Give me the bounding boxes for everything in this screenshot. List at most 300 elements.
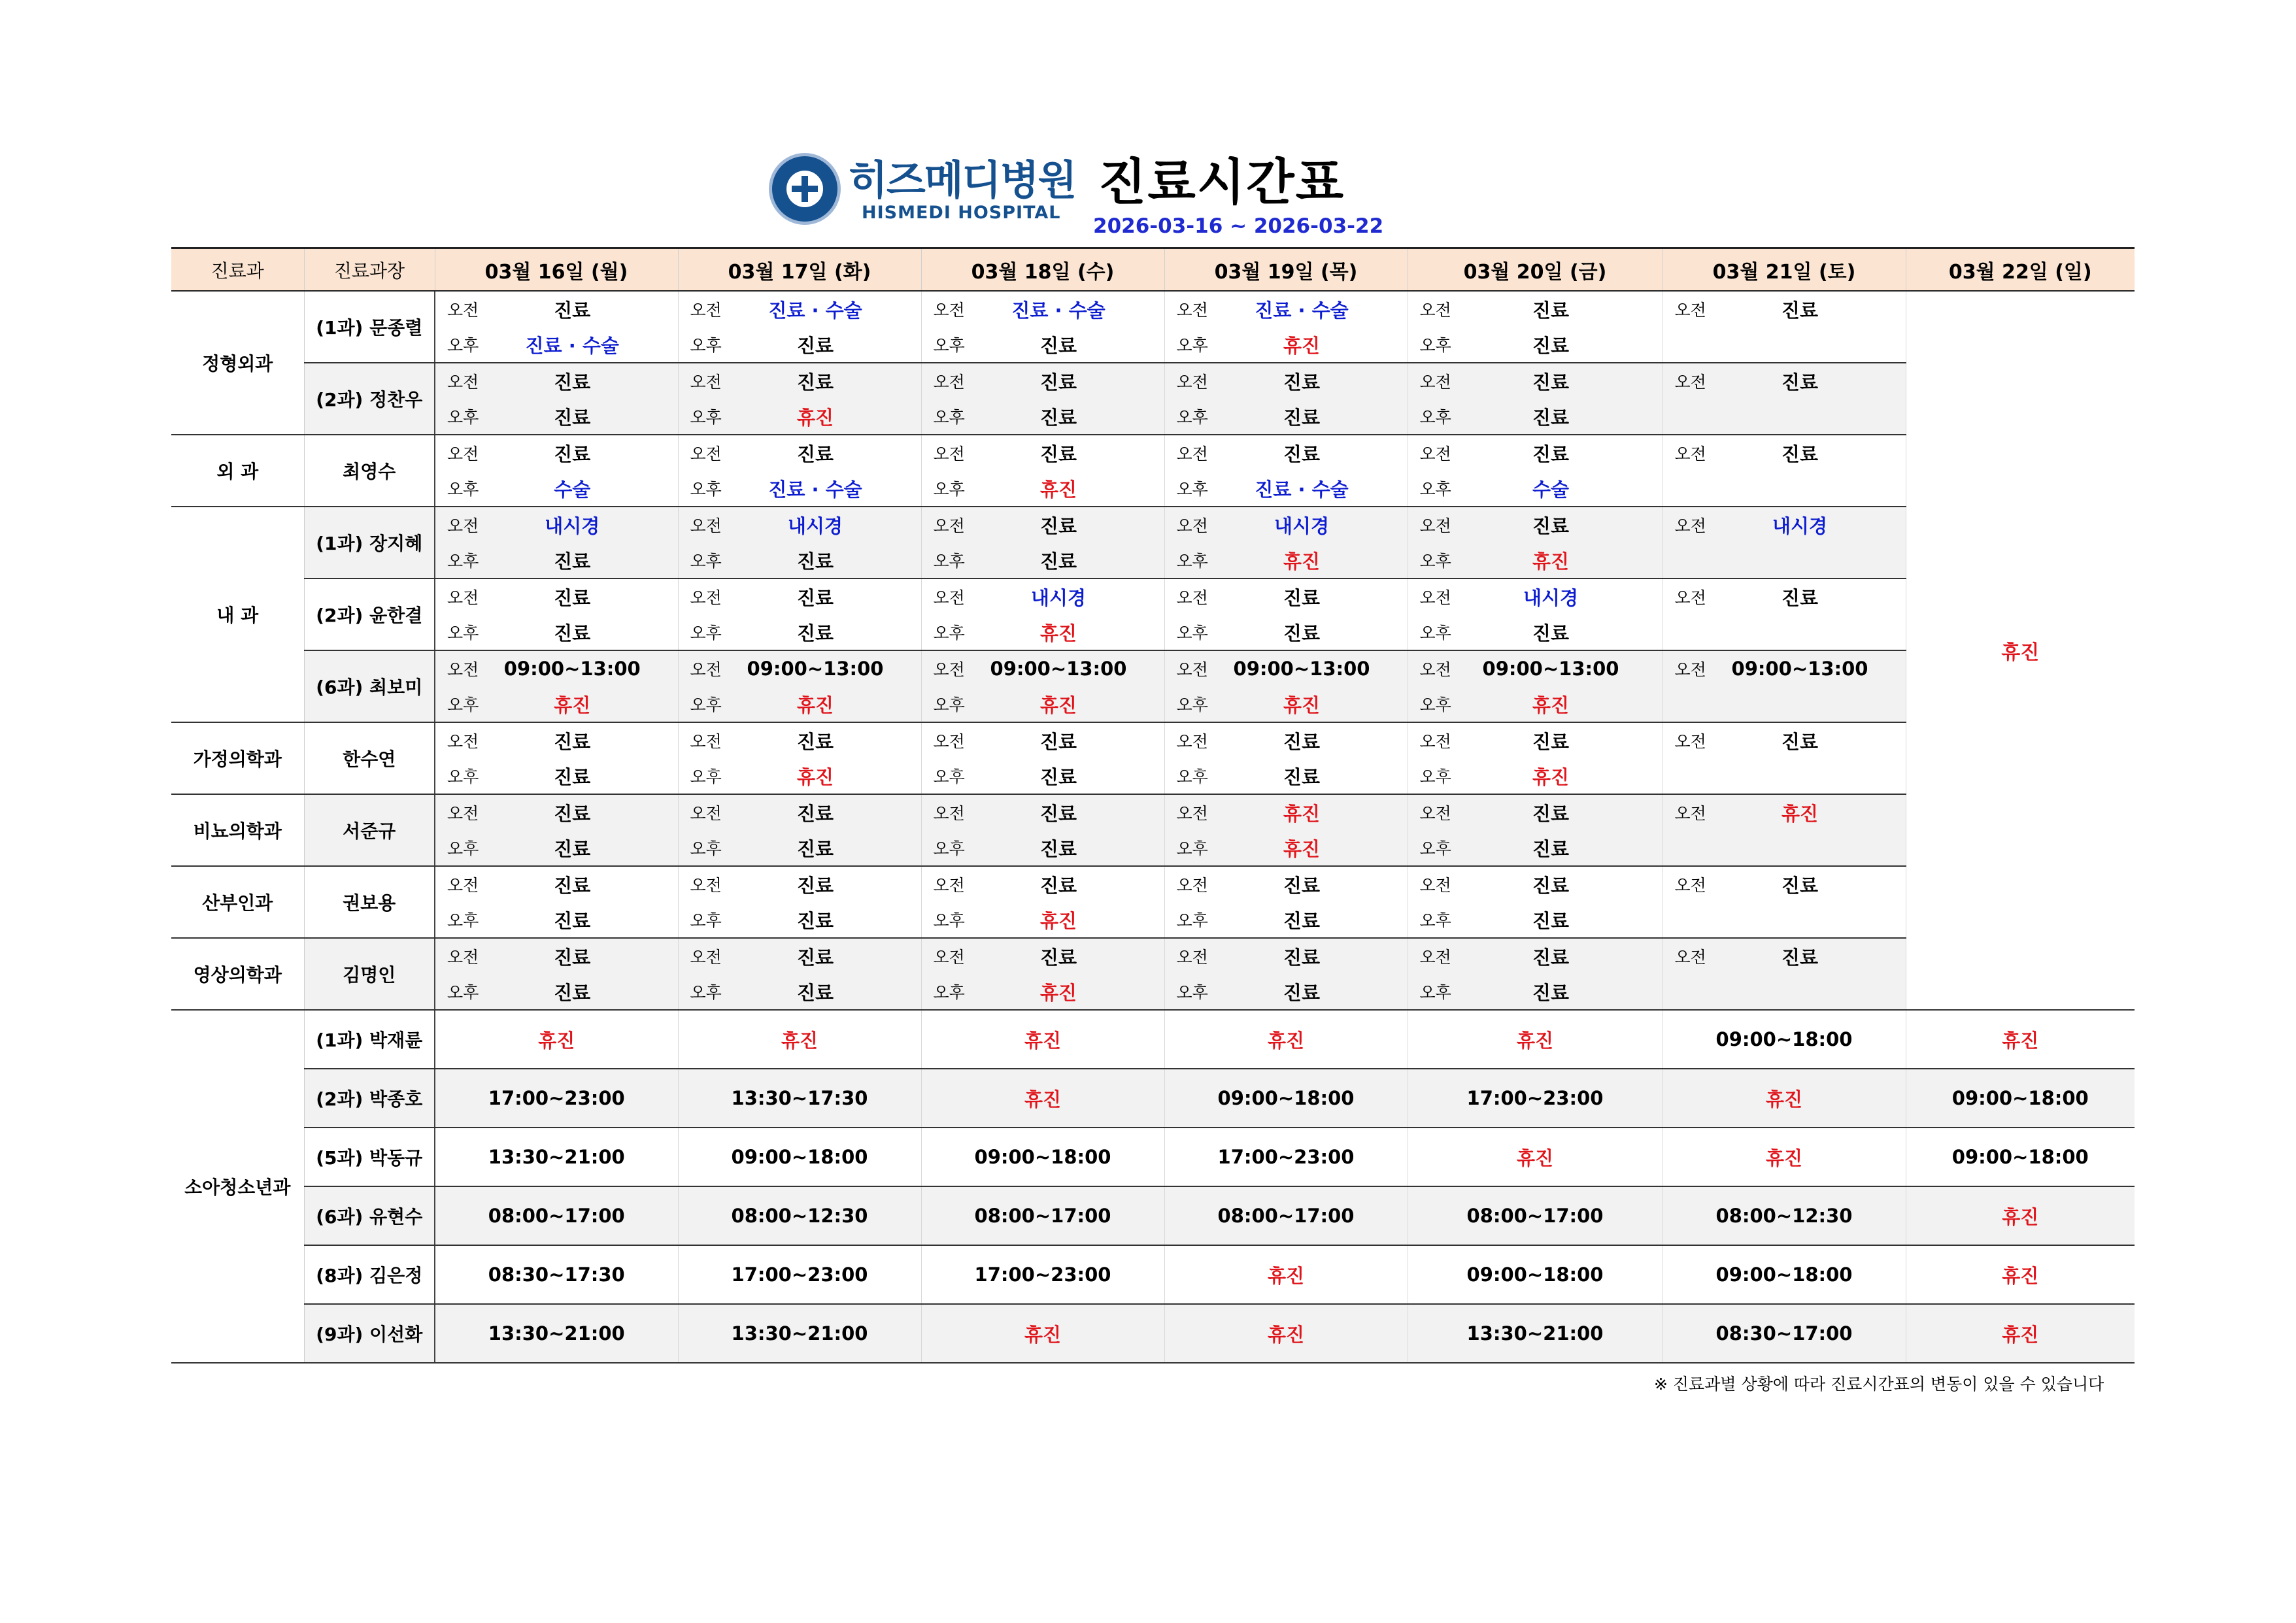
schedule-cell: [921, 578, 1164, 614]
schedule-value: 진료: [1283, 909, 1321, 932]
period-label: 오후: [447, 695, 479, 714]
schedule-cell: 09:00~18:00: [1906, 1128, 2135, 1186]
header-day: 03월 17일 (화): [678, 248, 921, 292]
schedule-cell: 휴진: [1906, 1245, 2135, 1304]
schedule-value: 진료: [1532, 443, 1570, 465]
schedule-value: 휴진: [796, 406, 834, 429]
header-dept: 진료과: [171, 248, 304, 292]
schedule-cell: [678, 399, 921, 435]
schedule-value: 진료: [554, 909, 591, 932]
schedule-cell: [921, 938, 1164, 974]
schedule-value: 09:00~13:00: [1482, 658, 1619, 680]
period-label: 오전: [447, 444, 479, 463]
period-label: 오전: [1674, 301, 1706, 320]
schedule-value: 휴진: [1039, 981, 1077, 1004]
schedule-value: 진료: [1283, 765, 1321, 788]
header-day: 03월 22일 (일): [1906, 248, 2135, 292]
schedule-row: [171, 830, 2135, 866]
schedule-value: 진료: [1039, 837, 1077, 860]
schedule-row: [171, 543, 2135, 578]
schedule-cell: 휴진: [921, 1304, 1164, 1363]
period-label: 오후: [690, 624, 722, 643]
schedule-value: 09:00~13:00: [747, 658, 884, 680]
schedule-value: 휴진: [1039, 478, 1077, 501]
schedule-cell: [1164, 650, 1408, 686]
schedule-value: 진료 · 수술: [1255, 478, 1349, 501]
schedule-cell: [1164, 758, 1408, 794]
schedule-cell: [1164, 794, 1408, 830]
schedule-body: [171, 291, 2135, 1363]
schedule-cell: [678, 938, 921, 974]
schedule-cell: 휴진: [1906, 1010, 2135, 1069]
schedule-value: 진료: [1532, 334, 1570, 357]
schedule-value: 진료: [1283, 981, 1321, 1004]
schedule-cell: [435, 399, 678, 435]
schedule-value: 진료: [554, 946, 591, 969]
schedule-cell: [435, 578, 678, 614]
period-label: 오전: [447, 588, 479, 607]
period-label: 오후: [447, 408, 479, 427]
schedule-cell: 휴진: [1164, 1304, 1408, 1363]
schedule-cell: 13:30~21:00: [1408, 1304, 1663, 1363]
period-label: 오후: [1419, 336, 1451, 355]
period-label: 오후: [447, 839, 479, 858]
schedule-cell: 17:00~23:00: [1408, 1069, 1663, 1128]
schedule-cell: 13:30~21:00: [678, 1304, 921, 1363]
doctor-name: (2과) 박종호: [304, 1069, 435, 1128]
period-label: 오후: [690, 408, 722, 427]
schedule-value: 진료: [1532, 371, 1570, 393]
schedule-value: 휴진: [796, 694, 834, 716]
period-label: 오전: [1176, 373, 1208, 392]
schedule-cell: [921, 507, 1164, 543]
schedule-cell: [1164, 686, 1408, 722]
pediatrics-row: [171, 1245, 2135, 1304]
schedule-value: 휴진: [796, 765, 834, 788]
period-label: 오전: [447, 804, 479, 823]
period-label: 오후: [1176, 408, 1208, 427]
schedule-cell: [1663, 794, 1906, 830]
schedule-cell: [1408, 794, 1663, 830]
schedule-cell: 17:00~23:00: [435, 1069, 678, 1128]
period-label: 오전: [1419, 373, 1451, 392]
schedule-cell: [435, 758, 678, 794]
schedule-cell: [1164, 866, 1408, 902]
period-label: 오후: [933, 552, 965, 571]
schedule-value: 진료: [1532, 299, 1570, 322]
doctor-name: 서준규: [304, 794, 435, 866]
schedule-value: 진료: [796, 802, 834, 825]
schedule-cell: [678, 902, 921, 938]
schedule-value: 진료: [1283, 406, 1321, 429]
period-label: 오후: [1419, 839, 1451, 858]
schedule-value: 진료: [796, 334, 834, 357]
schedule-value: 휴진: [554, 694, 591, 716]
logo-english-name: HISMEDI HOSPITAL: [862, 203, 1061, 223]
schedule-value: 진료: [1781, 946, 1819, 969]
schedule-cell: [1663, 866, 1906, 902]
schedule-cell: [1663, 686, 1906, 722]
schedule-value: 내시경: [545, 514, 600, 537]
schedule-value: 휴진: [1283, 694, 1321, 716]
department-name: 정형외과: [171, 291, 304, 435]
period-label: 오전: [690, 804, 722, 823]
schedule-cell: [1408, 758, 1663, 794]
footnote: ※ 진료과별 상황에 따라 진료시간표의 변동이 있을 수 있습니다: [1654, 1375, 2104, 1394]
schedule-value: 진료: [1039, 443, 1077, 465]
schedule-cell: 휴진: [678, 1010, 921, 1069]
period-label: 오후: [933, 408, 965, 427]
schedule-value: 진료: [1283, 622, 1321, 644]
schedule-cell: [678, 866, 921, 902]
period-label: 오후: [1176, 624, 1208, 643]
schedule-value: 진료: [1532, 730, 1570, 753]
schedule-cell: [1663, 938, 1906, 974]
schedule-row: [171, 758, 2135, 794]
period-label: 오후: [447, 624, 479, 643]
schedule-value: 진료: [554, 765, 591, 788]
doctor-name: (8과) 김은정: [304, 1245, 435, 1304]
schedule-value: 진료: [1532, 802, 1570, 825]
schedule-value: 휴진: [1532, 694, 1570, 716]
schedule-cell: 17:00~23:00: [1164, 1128, 1408, 1186]
period-label: 오전: [1176, 732, 1208, 751]
period-label: 오후: [1176, 552, 1208, 571]
schedule-cell: [1408, 578, 1663, 614]
schedule-cell: [921, 758, 1164, 794]
schedule-row: [171, 686, 2135, 722]
period-label: 오후: [933, 624, 965, 643]
period-label: 오전: [1674, 373, 1706, 392]
schedule-cell: 17:00~23:00: [921, 1245, 1164, 1304]
schedule-value: 진료: [796, 909, 834, 932]
schedule-value: 09:00~13:00: [1233, 658, 1370, 680]
schedule-cell: 휴진: [921, 1069, 1164, 1128]
schedule-value: 내시경: [1772, 514, 1828, 537]
schedule-cell: [435, 938, 678, 974]
schedule-value: 진료: [796, 874, 834, 897]
header-day: 03월 20일 (금): [1408, 248, 1663, 292]
schedule-value: 진료: [1283, 730, 1321, 753]
schedule-cell: 휴진: [1906, 1304, 2135, 1363]
schedule-row: [171, 399, 2135, 435]
schedule-value: 진료: [554, 371, 591, 393]
header-day: 03월 21일 (토): [1663, 248, 1906, 292]
schedule-cell: [921, 327, 1164, 363]
schedule-value: 진료: [1039, 765, 1077, 788]
schedule-row: [171, 974, 2135, 1010]
schedule-cell: [921, 291, 1164, 327]
schedule-value: 휴진: [1283, 550, 1321, 573]
schedule-cell: 09:00~18:00: [1164, 1069, 1408, 1128]
schedule-cell: 휴진: [1164, 1010, 1408, 1069]
schedule-cell: [1164, 363, 1408, 399]
table-header-row: [171, 248, 2135, 292]
schedule-value: 진료: [1039, 550, 1077, 573]
schedule-cell: [435, 507, 678, 543]
period-label: 오후: [933, 695, 965, 714]
period-label: 오전: [933, 660, 965, 679]
schedule-cell: [1164, 938, 1408, 974]
schedule-value: 휴진: [1283, 837, 1321, 860]
page-title: 진료시간표: [1098, 153, 1345, 211]
schedule-cell: [1164, 722, 1408, 758]
schedule-value: 내시경: [1523, 586, 1579, 609]
schedule-cell: [435, 435, 678, 471]
schedule-value: 진료: [1532, 406, 1570, 429]
period-label: 오전: [447, 660, 479, 679]
period-label: 오전: [447, 948, 479, 967]
schedule-cell: [1663, 471, 1906, 507]
period-label: 오후: [690, 911, 722, 930]
schedule-cell: [678, 435, 921, 471]
department-name: 가정의학과: [171, 722, 304, 794]
schedule-value: 진료: [554, 837, 591, 860]
period-label: 오후: [933, 480, 965, 499]
schedule-cell: [1164, 974, 1408, 1010]
period-label: 오전: [447, 301, 479, 320]
period-label: 오전: [1176, 876, 1208, 895]
period-label: 오전: [447, 516, 479, 535]
schedule-cell: [1663, 830, 1906, 866]
period-label: 오후: [1419, 480, 1451, 499]
schedule-value: 진료: [1781, 371, 1819, 393]
schedule-value: 진료: [1781, 874, 1819, 897]
schedule-value: 진료: [1039, 874, 1077, 897]
schedule-row: [171, 363, 2135, 399]
schedule-cell: [435, 543, 678, 578]
header-day: 03월 19일 (목): [1164, 248, 1408, 292]
schedule-value: 진료: [796, 550, 834, 573]
schedule-value: 진료: [554, 802, 591, 825]
schedule-cell: 08:30~17:00: [1663, 1304, 1906, 1363]
header-doctor: 진료과장: [304, 248, 435, 292]
doctor-name: (9과) 이선화: [304, 1304, 435, 1363]
period-label: 오전: [1419, 660, 1451, 679]
period-label: 오전: [1419, 444, 1451, 463]
schedule-cell: [435, 327, 678, 363]
schedule-value: 진료: [554, 586, 591, 609]
period-label: 오후: [447, 767, 479, 786]
schedule-cell: [1408, 938, 1663, 974]
doctor-name: (6과) 최보미: [304, 650, 435, 722]
schedule-row: [171, 794, 2135, 830]
period-label: 오전: [1176, 588, 1208, 607]
period-label: 오후: [447, 480, 479, 499]
period-label: 오전: [690, 588, 722, 607]
pediatrics-row: [171, 1128, 2135, 1186]
department-name: 내 과: [171, 507, 304, 722]
schedule-value: 09:00~13:00: [1731, 658, 1868, 680]
schedule-value: 휴진: [1283, 334, 1321, 357]
schedule-value: 진료: [1781, 586, 1819, 609]
schedule-cell: [1663, 507, 1906, 543]
period-label: 오전: [933, 876, 965, 895]
schedule-row: [171, 507, 2135, 543]
schedule-cell: [1663, 291, 1906, 327]
schedule-cell: [921, 830, 1164, 866]
schedule-cell: [1408, 650, 1663, 686]
doctor-name: 최영수: [304, 435, 435, 507]
schedule-cell: [1164, 435, 1408, 471]
period-label: 오후: [933, 983, 965, 1002]
doctor-name: (1과) 문종렬: [304, 291, 435, 363]
schedule-cell: 17:00~23:00: [678, 1245, 921, 1304]
period-label: 오전: [1176, 804, 1208, 823]
schedule-cell: [1408, 686, 1663, 722]
schedule-cell: [678, 578, 921, 614]
schedule-value: 진료: [554, 622, 591, 644]
logo-korean-name: 히즈메디병원: [849, 156, 1076, 204]
header: [0, 0, 2296, 248]
schedule-row: [171, 722, 2135, 758]
schedule-cell: 08:00~17:00: [1408, 1186, 1663, 1245]
schedule-cell: [435, 866, 678, 902]
period-label: 오전: [1176, 444, 1208, 463]
schedule-cell: [1164, 830, 1408, 866]
schedule-cell: [678, 471, 921, 507]
schedule-value: 수술: [1532, 478, 1570, 501]
schedule-cell: 09:00~18:00: [921, 1128, 1164, 1186]
schedule-value: 진료: [554, 981, 591, 1004]
department-name: 영상의학과: [171, 938, 304, 1010]
schedule-value: 진료: [554, 550, 591, 573]
schedule-value: 휴진: [1283, 802, 1321, 825]
schedule-cell: [1408, 722, 1663, 758]
schedule-cell: [1663, 614, 1906, 650]
period-label: 오후: [933, 336, 965, 355]
period-label: 오전: [690, 660, 722, 679]
schedule-cell: [1164, 578, 1408, 614]
schedule-cell: [435, 291, 678, 327]
hospital-logo: [769, 152, 1076, 230]
schedule-row: [171, 614, 2135, 650]
schedule-value: 09:00~13:00: [503, 658, 641, 680]
schedule-cell: 08:00~12:30: [1663, 1186, 1906, 1245]
schedule-cell: [678, 507, 921, 543]
schedule-cell: [678, 830, 921, 866]
doctor-name: (1과) 박재륜: [304, 1010, 435, 1069]
schedule-row: [171, 902, 2135, 938]
period-label: 오후: [1419, 624, 1451, 643]
schedule-cell: [1663, 902, 1906, 938]
doctor-name: (6과) 유현수: [304, 1186, 435, 1245]
schedule-value: 진료: [554, 730, 591, 753]
doctor-name: 권보용: [304, 866, 435, 938]
period-label: 오후: [933, 839, 965, 858]
schedule-cell: [1663, 327, 1906, 363]
period-label: 오후: [447, 336, 479, 355]
schedule-row: [171, 291, 2135, 327]
schedule-cell: [678, 686, 921, 722]
schedule-cell: [921, 650, 1164, 686]
schedule-value: 내시경: [787, 514, 843, 537]
schedule-cell: [435, 686, 678, 722]
period-label: 오전: [1419, 301, 1451, 320]
schedule-value: 진료: [1532, 874, 1570, 897]
schedule-cell: [435, 471, 678, 507]
pediatrics-row: [171, 1010, 2135, 1069]
pediatrics-row: [171, 1186, 2135, 1245]
header-day: 03월 18일 (수): [921, 248, 1164, 292]
schedule-cell: [1164, 902, 1408, 938]
schedule-cell: 13:30~17:30: [678, 1069, 921, 1128]
doctor-name: (5과) 박동규: [304, 1128, 435, 1186]
period-label: 오전: [1674, 732, 1706, 751]
doctor-name: (2과) 정찬우: [304, 363, 435, 435]
period-label: 오전: [690, 876, 722, 895]
schedule-value: 진료: [1532, 909, 1570, 932]
schedule-value: 휴진: [1532, 765, 1570, 788]
schedule-cell: [435, 614, 678, 650]
schedule-cell: [435, 974, 678, 1010]
schedule-value: 진료: [1532, 837, 1570, 860]
period-label: 오전: [1674, 948, 1706, 967]
schedule-cell: 09:00~18:00: [1906, 1069, 2135, 1128]
schedule-row: [171, 471, 2135, 507]
period-label: 오전: [1419, 948, 1451, 967]
period-label: 오전: [1419, 516, 1451, 535]
period-label: 오전: [1674, 444, 1706, 463]
schedule-row: [171, 650, 2135, 686]
schedule-cell: [921, 399, 1164, 435]
schedule-cell: [1408, 974, 1663, 1010]
schedule-cell: [921, 471, 1164, 507]
schedule-cell: 휴진: [1906, 1186, 2135, 1245]
schedule-value: 진료: [796, 443, 834, 465]
schedule-value: 진료: [1781, 299, 1819, 322]
schedule-cell: [921, 866, 1164, 902]
schedule-cell: [1408, 543, 1663, 578]
schedule-cell: [1164, 471, 1408, 507]
period-label: 오전: [933, 444, 965, 463]
schedule-value: 진료: [554, 874, 591, 897]
schedule-cell: [1408, 507, 1663, 543]
schedule-value: 진료: [1039, 334, 1077, 357]
schedule-cell: [678, 722, 921, 758]
schedule-value: 진료: [1039, 802, 1077, 825]
period-label: 오전: [690, 732, 722, 751]
schedule-cell: [921, 722, 1164, 758]
schedule-cell: 13:30~21:00: [435, 1304, 678, 1363]
schedule-cell: [1663, 722, 1906, 758]
schedule-value: 진료 · 수술: [1011, 299, 1106, 322]
period-label: 오후: [690, 336, 722, 355]
schedule-value: 진료: [1039, 406, 1077, 429]
schedule-cell: 08:30~17:30: [435, 1245, 678, 1304]
schedule-row: [171, 578, 2135, 614]
schedule-cell: [921, 974, 1164, 1010]
schedule-value: 진료: [554, 406, 591, 429]
schedule-cell: 휴진: [1663, 1128, 1906, 1186]
schedule-cell: [678, 974, 921, 1010]
schedule-cell: [921, 794, 1164, 830]
period-label: 오전: [1674, 588, 1706, 607]
schedule-cell: [921, 614, 1164, 650]
period-label: 오후: [1176, 695, 1208, 714]
schedule-value: 휴진: [1039, 909, 1077, 932]
schedule-cell: 08:00~12:30: [678, 1186, 921, 1245]
schedule-value: 휴진: [1781, 802, 1819, 825]
schedule-value: 휴진: [1039, 694, 1077, 716]
schedule-cell: [1408, 363, 1663, 399]
period-label: 오후: [933, 767, 965, 786]
schedule-cell: [678, 543, 921, 578]
schedule-cell: [1663, 363, 1906, 399]
schedule-cell: [1164, 507, 1408, 543]
period-label: 오후: [1176, 983, 1208, 1002]
schedule-cell: [678, 291, 921, 327]
